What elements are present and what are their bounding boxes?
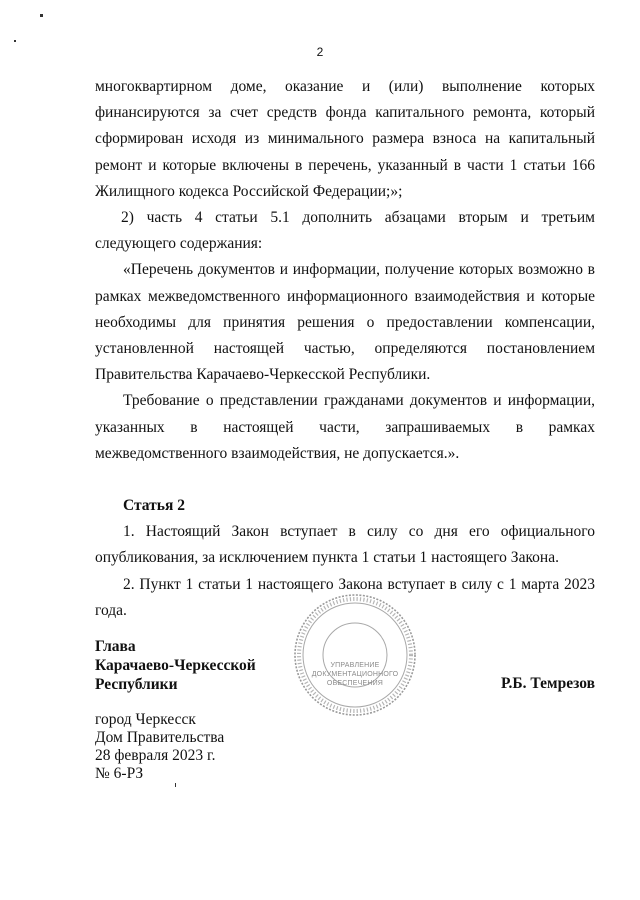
paragraph-amendment-2: 2) часть 4 статьи 5.1 дополнить абзацами вторым и третьим следующего содержания: xyxy=(95,209,595,253)
date: 28 февраля 2023 г. xyxy=(95,747,216,764)
scan-speck xyxy=(40,14,43,17)
article-2-heading: Статья 2 xyxy=(123,497,185,515)
signatory-name: Р.Б. Темрезов xyxy=(501,675,595,692)
scan-speck xyxy=(175,783,176,787)
paragraph-quote-list: «Перечень документов и информации, получение которых возможно в рамках межведомственного информационного взаимодействия и которые необходимы для принятия решения о предоставлении компенсации, установленной настоящей частью, определяются постановлением Правительства Карачаево-Черкесской Республики. xyxy=(95,261,595,384)
signatory-title-line: Карачаево-Черкесской xyxy=(95,657,256,674)
building: Дом Правительства xyxy=(95,729,225,746)
paragraph-quote-requirement: Требование о представлении гражданами документов и информации, указанных в настоящей части, запрашиваемых в рамках межведомственного взаимодействия, не допускается.». xyxy=(95,392,595,462)
signatory-title-line: Республики xyxy=(95,676,178,693)
city: город Черкесск xyxy=(95,711,196,728)
signatory-title-line: Глава xyxy=(95,638,136,655)
paragraph-article-2-item-2: 2. Пункт 1 статьи 1 настоящего Закона вступает в силу с 1 марта 2023 года. xyxy=(95,575,595,619)
place-and-date xyxy=(95,711,224,783)
page-number: 2 xyxy=(316,45,324,59)
signatory-title xyxy=(95,637,256,694)
official-seal xyxy=(290,590,420,720)
paragraph-continuation: многоквартирном доме, оказание и (или) выполнение которых финансируются за счет средств фонда капитального ремонта, который сформирован исходя из минимального размера взноса на капитальный ремонт и которые включены в перечень, указанный в части 1 статьи 166 Жилищного кодекса Российской Федерации;»; xyxy=(95,78,595,200)
law-number: № 6-РЗ xyxy=(95,765,144,782)
paragraph-article-2-item-1: 1. Настоящий Закон вступает в силу со дня его официального опубликования, за исключением пункта 1 статьи 1 настоящего Закона. xyxy=(95,523,595,567)
scan-speck xyxy=(14,40,16,42)
document-body xyxy=(95,74,595,624)
seal-text: УПРАВЛЕНИЕ ДОКУМЕНТАЦИОННОГО ОБЕСПЕЧЕНИЯ xyxy=(311,662,399,687)
